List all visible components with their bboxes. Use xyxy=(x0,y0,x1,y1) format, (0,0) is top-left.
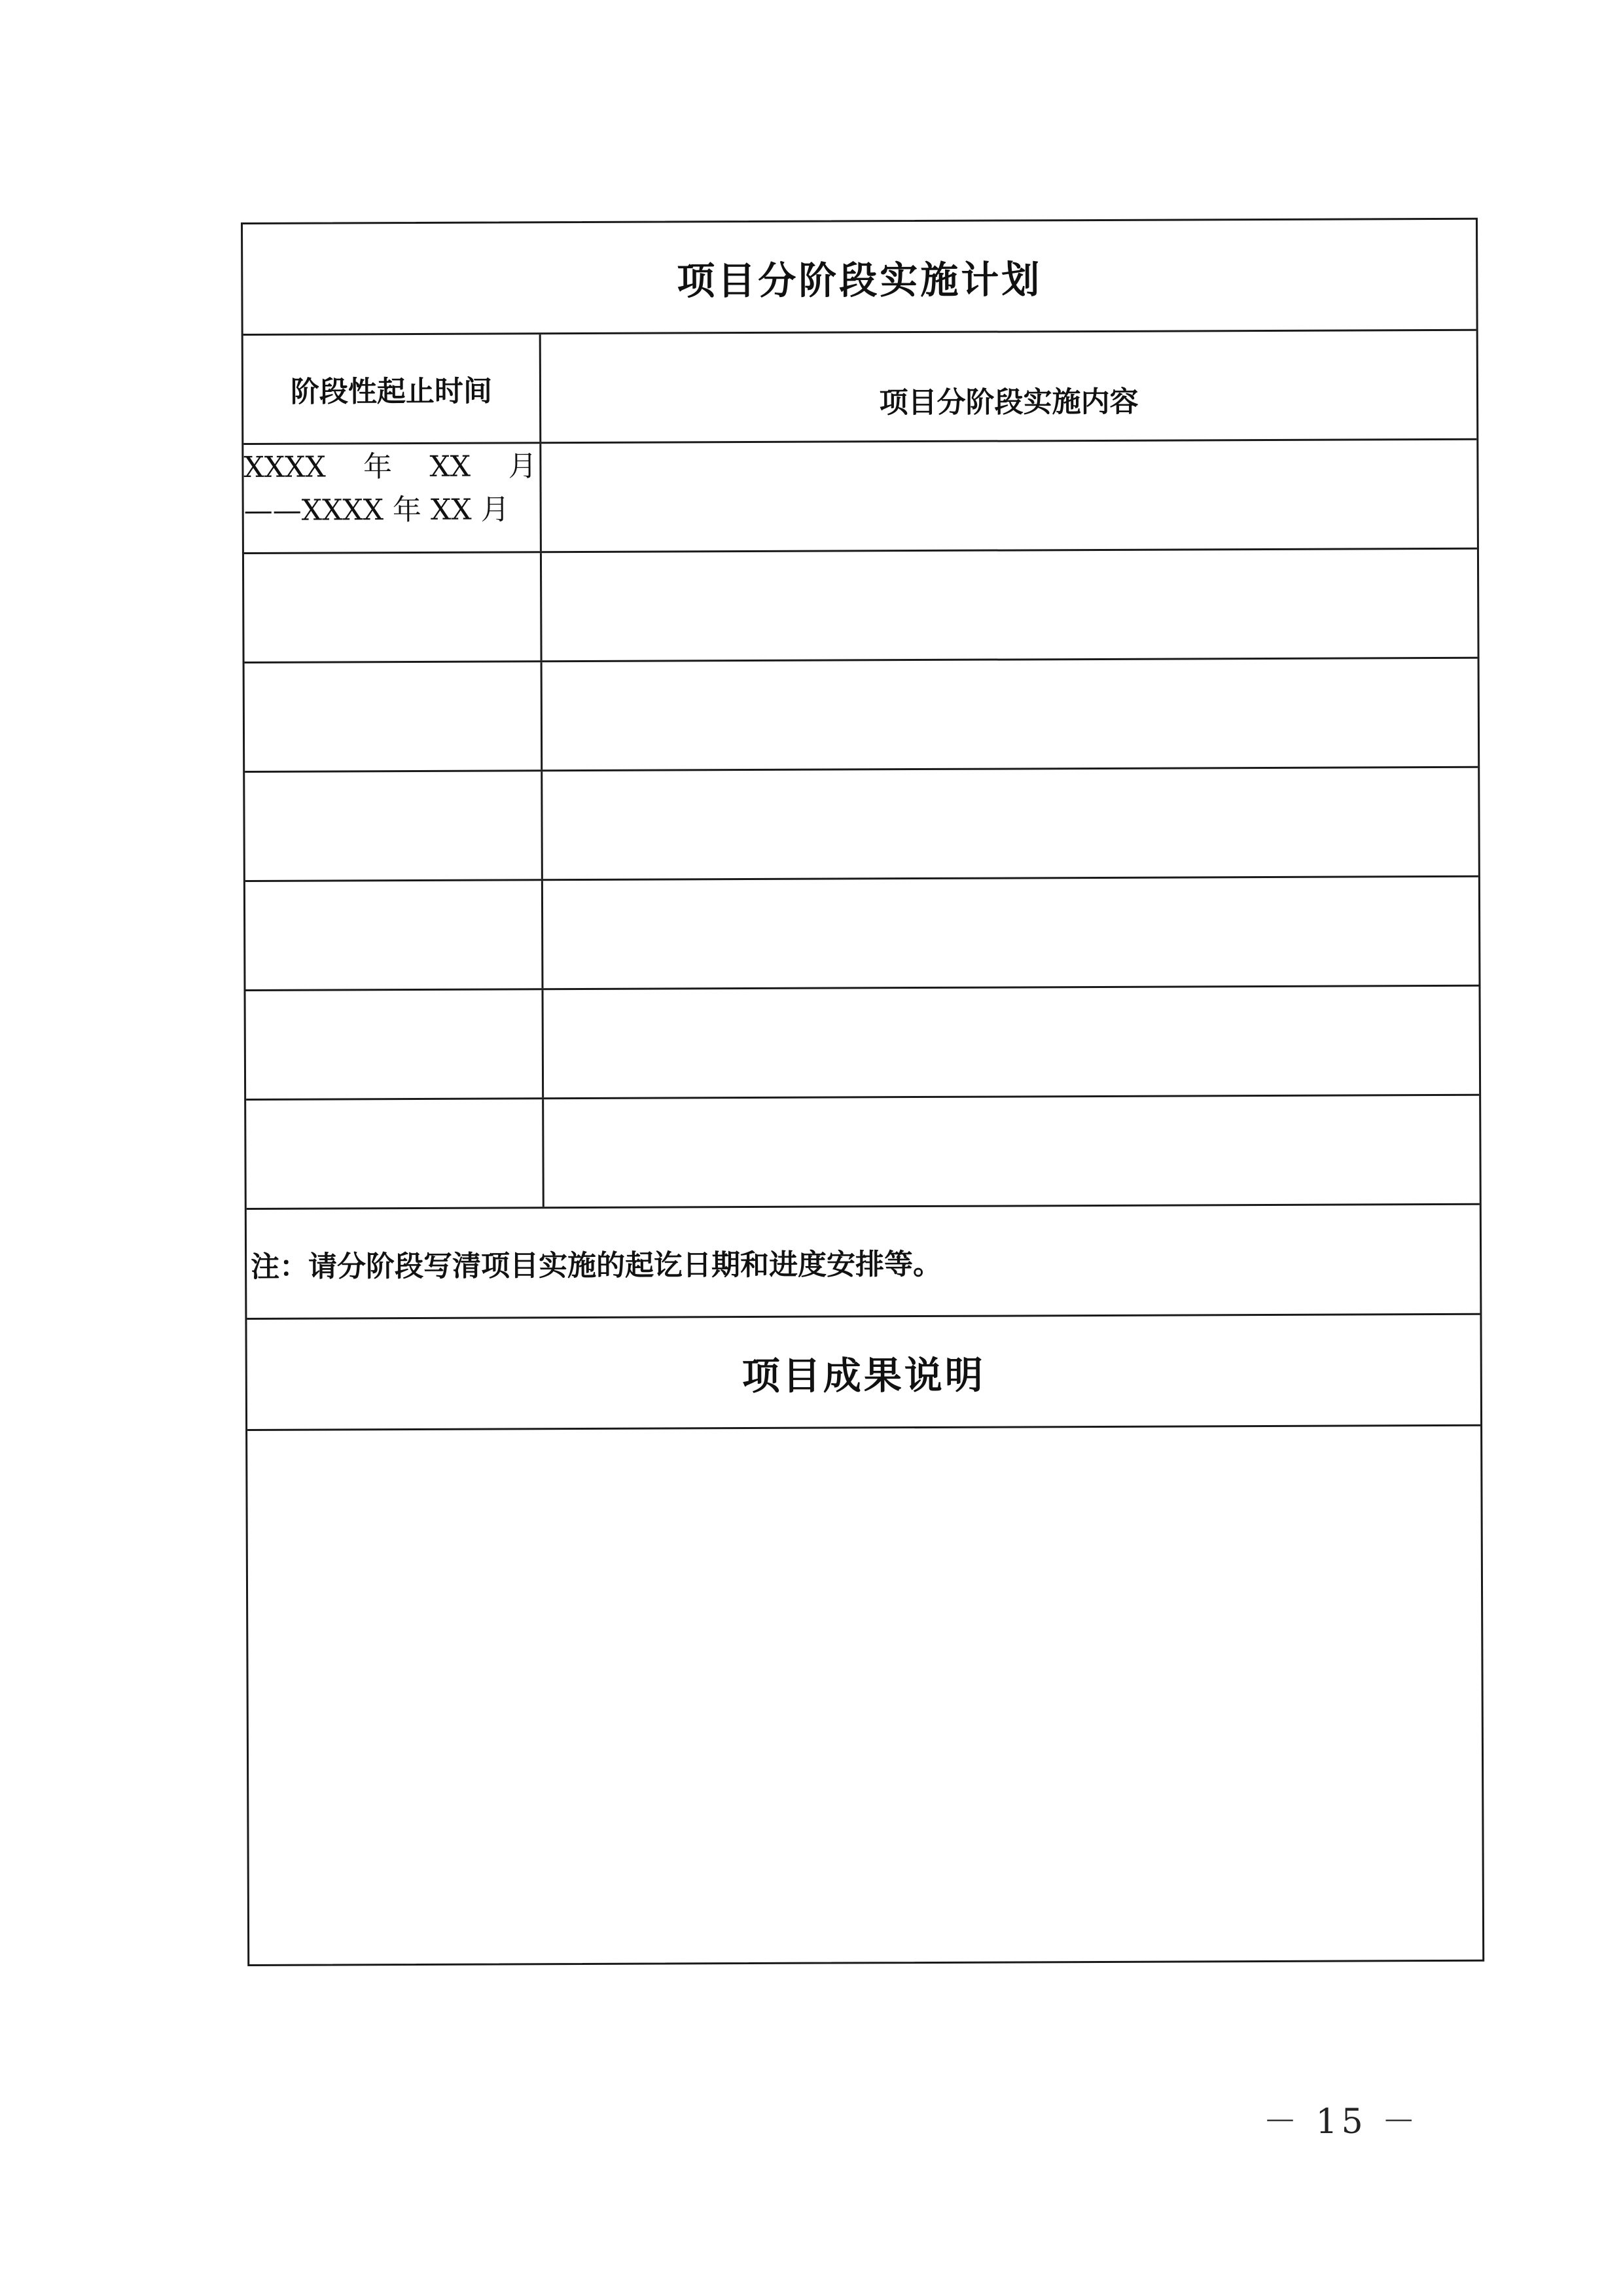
period-column-header: 阶段性起止时间 xyxy=(243,334,542,443)
period-cell[interactable] xyxy=(243,444,542,552)
period-start-year-unit: 年 xyxy=(363,450,393,484)
plan-row-5 xyxy=(245,877,1479,991)
page-number: － 15 － xyxy=(1263,2102,1420,2142)
results-body[interactable] xyxy=(247,1426,1482,1964)
plan-header-row xyxy=(243,331,1477,445)
content-cell[interactable] xyxy=(541,440,1477,551)
plan-form-table xyxy=(241,218,1484,1966)
period-cell[interactable] xyxy=(245,881,544,989)
period-start-year: XXXX xyxy=(243,450,326,484)
plan-row-4 xyxy=(245,768,1478,882)
period-cell[interactable] xyxy=(246,990,544,1099)
period-cell[interactable] xyxy=(244,553,543,662)
period-cell[interactable] xyxy=(245,771,543,880)
plan-row-1 xyxy=(243,440,1477,554)
plan-note: 注：请分阶段写清项目实施的起讫日期和进度安排等。 xyxy=(247,1205,1480,1320)
period-cell[interactable] xyxy=(245,662,543,771)
plan-row-2 xyxy=(244,550,1478,663)
content-cell[interactable] xyxy=(543,768,1478,879)
plan-title: 项目分阶段实施计划 xyxy=(243,220,1476,336)
content-cell[interactable] xyxy=(542,550,1478,660)
content-cell[interactable] xyxy=(543,877,1479,988)
period-start-month-unit: 月 xyxy=(508,450,537,484)
results-title: 项目成果说明 xyxy=(247,1315,1480,1431)
content-cell[interactable] xyxy=(543,659,1478,769)
period-start xyxy=(243,445,539,489)
plan-row-3 xyxy=(245,659,1478,773)
period-cell[interactable] xyxy=(246,1099,544,1208)
content-cell[interactable] xyxy=(544,1096,1480,1207)
content-column-header: 项目分阶段实施内容 xyxy=(879,385,1139,420)
content-cell[interactable] xyxy=(544,987,1480,1097)
period-start-month: XX xyxy=(429,450,471,484)
plan-row-6 xyxy=(246,987,1480,1101)
plan-row-7 xyxy=(246,1096,1480,1210)
period-end: ——XXXX 年 XX 月 xyxy=(243,493,510,527)
